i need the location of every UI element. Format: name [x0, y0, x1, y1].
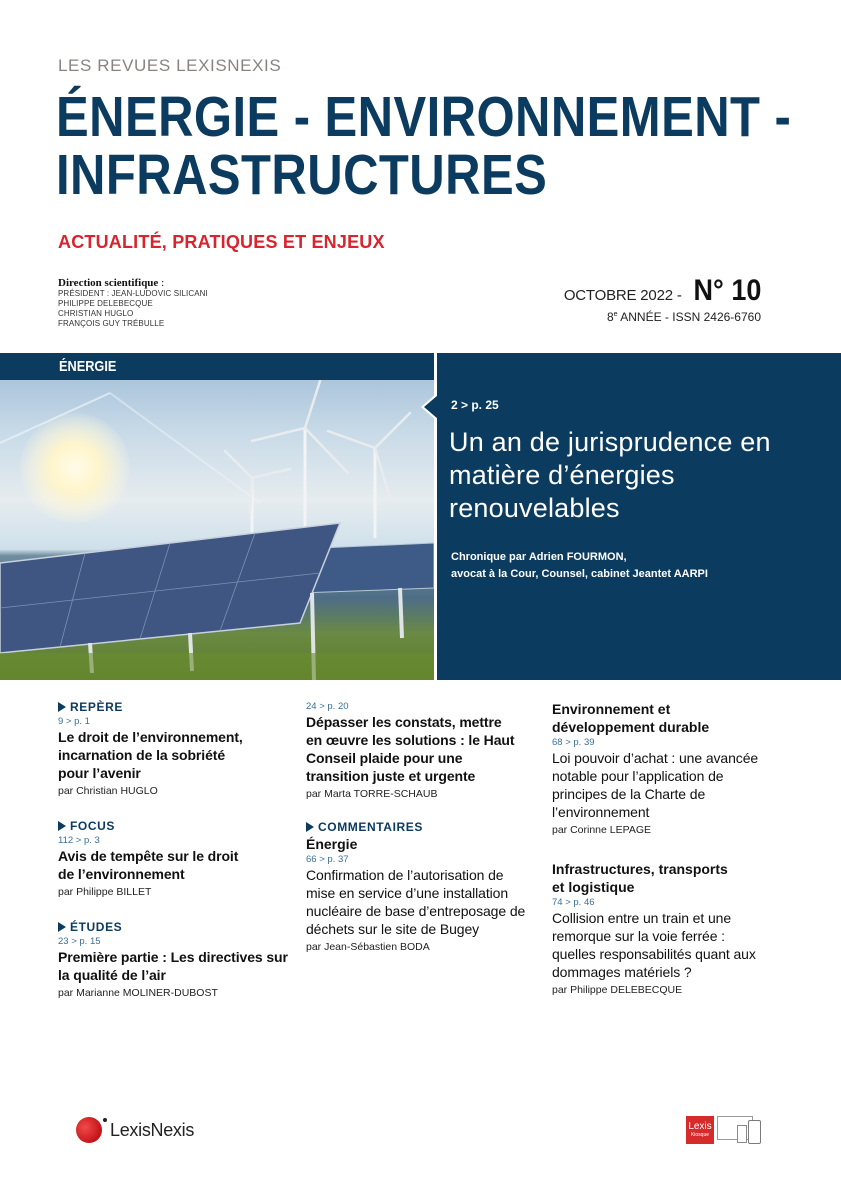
direction-colon: : [158, 277, 165, 289]
toc-entry[interactable] [306, 700, 546, 802]
hero-section [0, 353, 841, 680]
article-author: par Philippe BILLET [58, 886, 152, 898]
kiosque-line1: Lexis [688, 1120, 712, 1132]
subsection-heading: Énergie [306, 836, 358, 852]
article-title[interactable]: Collision entre un train et une remorque sur la voie ferrée : quelles responsabilités quant aux dommages matériels ? [552, 910, 756, 980]
category-label: ÉNERGIE [59, 358, 117, 375]
triangle-right-icon [58, 922, 66, 932]
issue-line [564, 274, 761, 308]
toc-column-2 [306, 700, 546, 971]
article-title[interactable]: Avis de tempête sur le droit de l’environnement [58, 848, 239, 882]
article-title[interactable]: Confirmation de l’autorisation de mise en service d’une installation nucléaire de base d’entreposage de déchets sur le site de Bugey [306, 867, 526, 937]
journal-title [56, 85, 792, 207]
article-ref: 112 > p. 3 [58, 835, 100, 846]
direction-member: PRÉSIDENT : JEAN-LUDOVIC SILICANI [58, 289, 208, 298]
section-label: REPÈRE [70, 700, 123, 714]
article-ref: 66 > p. 37 [306, 854, 349, 865]
toc-column-3 [552, 700, 802, 1014]
kiosque-logo [686, 1116, 714, 1144]
article-author: par Corinne LEPAGE [552, 824, 652, 836]
direction-member: FRANÇOIS GUY TRÉBULLE [58, 319, 165, 328]
triangle-right-icon [58, 702, 66, 712]
series-name: LES REVUES LEXISNEXIS [58, 56, 282, 75]
pointer-arrow [424, 395, 438, 419]
publisher-name: LexisNexis [110, 1119, 195, 1140]
direction-label [58, 277, 208, 289]
devices-icon [717, 1116, 761, 1144]
toc-entry[interactable] [552, 860, 802, 998]
article-title[interactable]: Loi pouvoir d’achat : une avancée notable pour l’application de principes de la Charte de l’environnement [552, 750, 759, 820]
triangle-right-icon [58, 821, 66, 831]
section-label: FOCUS [70, 819, 115, 833]
article-author: par Jean-Sébastien BODA [306, 941, 430, 953]
toc-column-1 [58, 700, 288, 1017]
solar-wind-illustration [0, 353, 434, 680]
tablet-icon [737, 1125, 747, 1143]
issue-number: N° 10 [693, 274, 761, 307]
article-ref: 74 > p. 46 [552, 897, 595, 908]
direction-label-text: Direction scientifique [58, 277, 159, 289]
subsection-heading: Environnement et développement durable [552, 701, 710, 735]
section-label: COMMENTAIRES [318, 820, 423, 834]
toc-entry[interactable] [58, 819, 288, 900]
section-heading-commentaires [306, 820, 546, 834]
journal-title-line1: ÉNERGIE - ENVIRONNEMENT - [56, 85, 792, 149]
article-author: par Philippe DELEBECQUE [552, 984, 683, 996]
article-ref: 24 > p. 20 [306, 701, 349, 712]
year-issn-text: ANNÉE - ISSN 2426-6760 [617, 310, 761, 324]
lexis-kiosque-badge[interactable] [686, 1116, 761, 1144]
lexisnexis-globe-icon [76, 1117, 102, 1143]
phone-icon [748, 1120, 761, 1144]
journal-subtitle: ACTUALITÉ, PRATIQUES ET ENJEUX [58, 232, 385, 252]
lead-story-panel[interactable] [437, 353, 841, 680]
section-label: ÉTUDES [70, 920, 123, 934]
direction-member: PHILIPPE DELEBECQUE [58, 299, 153, 308]
article-ref: 23 > p. 15 [58, 936, 101, 947]
section-heading-focus [58, 819, 288, 833]
section-heading-repere [58, 700, 288, 714]
section-heading-etudes [58, 920, 288, 934]
year-number: 8 [606, 310, 614, 324]
issue-year-issn [564, 310, 761, 324]
article-author: par Marta TORRE-SCHAUB [306, 788, 438, 800]
year-suffix: e [613, 311, 618, 318]
article-author: par Christian HUGLO [58, 785, 158, 797]
issue-info [564, 274, 761, 324]
article-ref: 9 > p. 1 [58, 716, 90, 727]
lead-story-ref: 2 > p. 25 [451, 398, 499, 412]
issue-date: OCTOBRE 2022 - [563, 287, 682, 304]
lead-story-author [451, 549, 708, 583]
article-author: par Marianne MOLINER-DUBOST [58, 987, 218, 999]
hero-photo [0, 353, 434, 680]
article-title[interactable]: Première partie : Les directives sur la qualité de l’air [58, 949, 288, 983]
article-ref: 68 > p. 39 [552, 737, 595, 748]
triangle-right-icon [306, 822, 314, 832]
article-title[interactable]: Le droit de l’environnement, incarnation de la sobriété pour l’avenir [58, 729, 243, 781]
scientific-direction [58, 277, 208, 329]
kiosque-line2: Kiosque [690, 1131, 710, 1138]
toc-entry[interactable] [552, 700, 802, 838]
lexisnexis-logo[interactable] [76, 1117, 194, 1143]
direction-member: CHRISTIAN HUGLO [58, 309, 134, 318]
category-bar [0, 353, 434, 380]
toc-entry[interactable] [58, 920, 288, 1001]
lead-author-line1: Chronique par Adrien FOURMON, [451, 551, 627, 563]
toc-entry[interactable] [58, 700, 288, 799]
lead-author-line2: avocat à la Cour, Counsel, cabinet Jeantet AARPI [451, 568, 708, 580]
toc-entry[interactable] [306, 820, 546, 955]
lead-story-title[interactable]: Un an de jurisprudence en matière d’énergies renouvelables [449, 427, 771, 523]
journal-title-line2: INFRASTRUCTURES [56, 143, 548, 207]
article-title[interactable]: Dépasser les constats, mettre en œuvre les solutions : le Haut Conseil plaide pour une transition juste et urgente [306, 714, 515, 784]
subsection-heading: Infrastructures, transports et logistique [552, 861, 728, 895]
